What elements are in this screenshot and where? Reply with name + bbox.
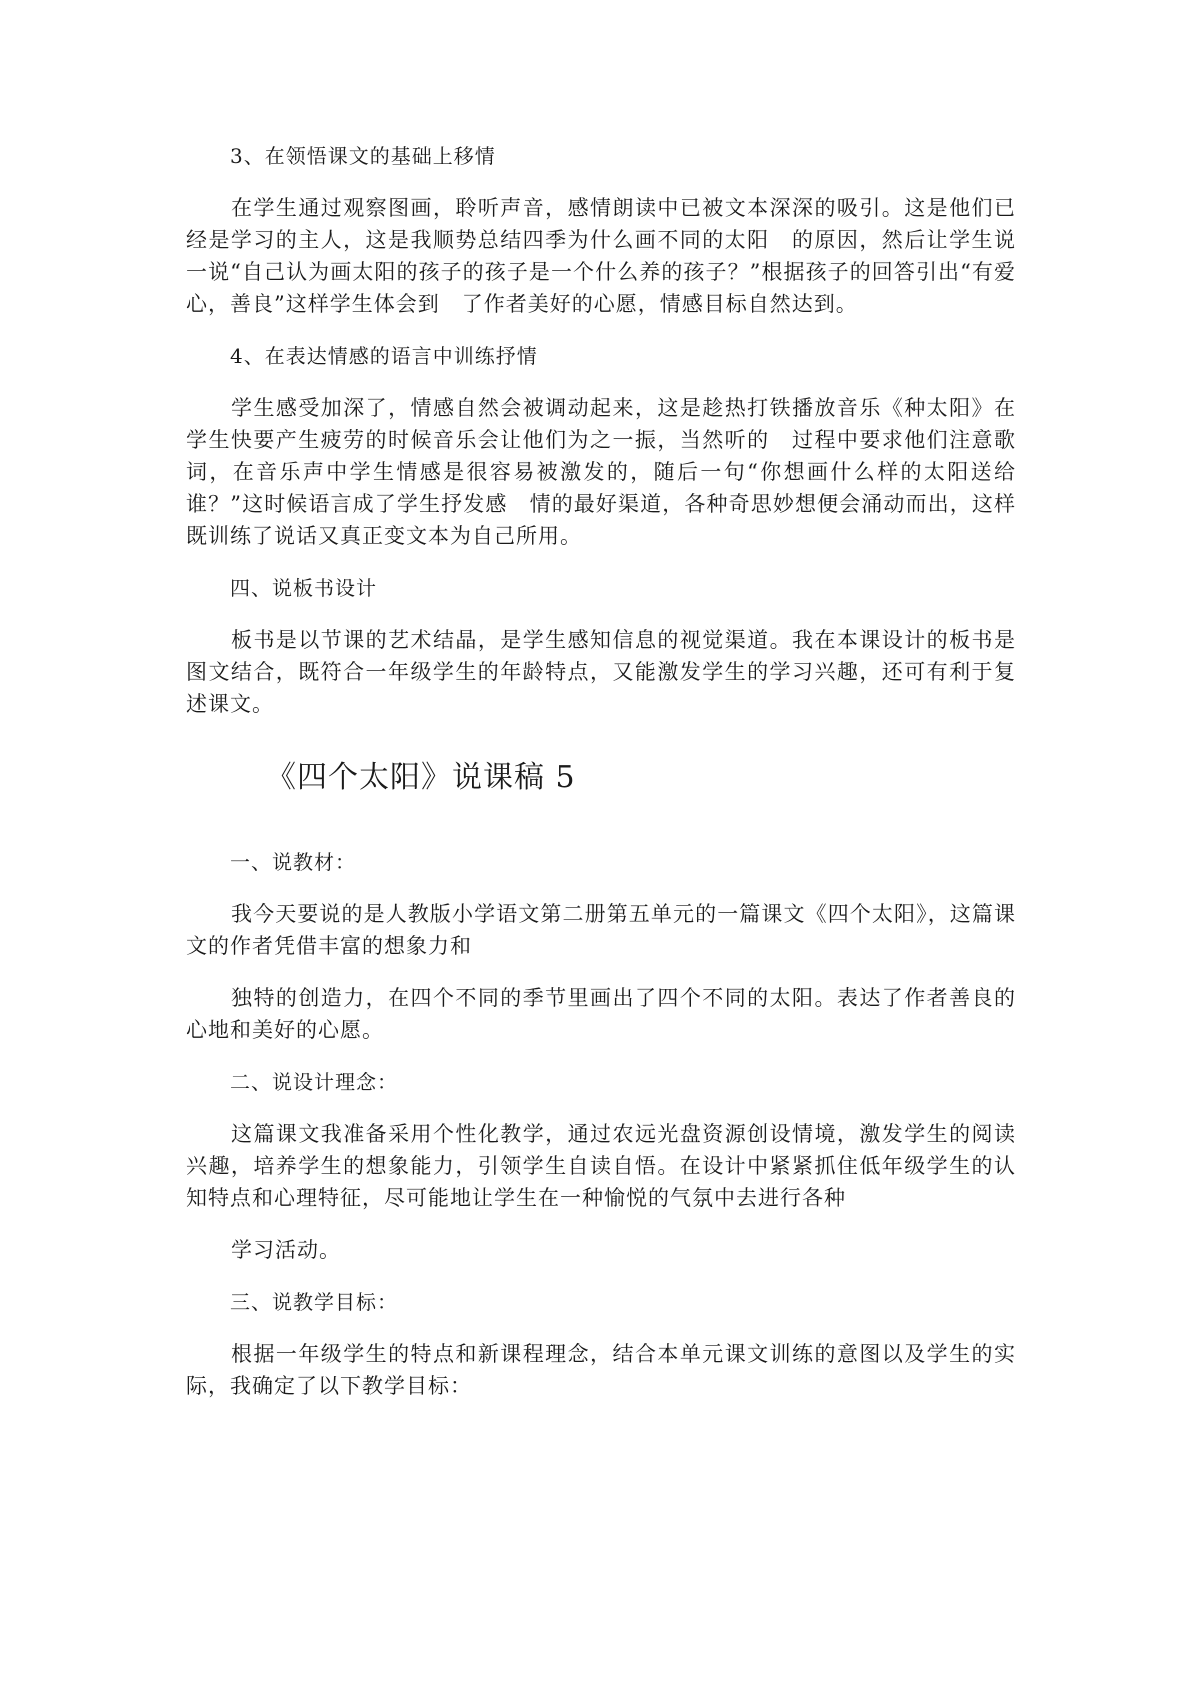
paragraph: 这篇课文我准备采用个性化教学，通过农远光盘资源创设情境，激发学生的阅读兴趣，培养学生的想象能力，引领学生自读自悟。在设计中紧紧抓住低年级学生的认知特点和心理特征，尽可能地让学生在一种愉悦的气氛中去进行各种 (186, 1122, 1016, 1210)
document-title: 《四个太阳》说课稿 5 (266, 760, 576, 795)
paragraph: 独特的创造力，在四个不同的季节里画出了四个不同的太阳。表达了作者善良的心地和美好的心愿。 (186, 986, 1016, 1042)
paragraph: 我今天要说的是人教版小学语文第二册第五单元的一篇课文《四个太阳》，这篇课文的作者凭借丰富的想象力和 (186, 902, 1016, 958)
paragraph: 学习活动。 (231, 1238, 341, 1262)
section-heading-3: 3、在领悟课文的基础上移情 (230, 144, 496, 168)
document-page (186, 140, 1016, 1422)
section-heading-goals: 三、说教学目标： (230, 1290, 398, 1314)
paragraph: 在学生通过观察图画，聆听声音，感情朗读中已被文本深深的吸引。这是他们已经是学习的主人，这是我顺势总结四季为什么画不同的太阳 的原因，然后让学生说一说“自己认为画太阳的孩子的孩子是一个什么养的孩子？”根据孩子的回答引出“有爱心，善良”这样学生体会到 了作者美好的心愿，情感目标自然达到。 (186, 196, 1016, 316)
section-heading-4: 4、在表达情感的语言中训练抒情 (230, 344, 538, 368)
paragraph: 根据一年级学生的特点和新课程理念，结合本单元课文训练的意图以及学生的实际，我确定了以下教学目标： (186, 1342, 1016, 1398)
section-heading-concept: 二、说设计理念： (230, 1070, 398, 1094)
section-heading-board: 四、说板书设计 (230, 576, 377, 600)
section-heading-material: 一、说教材： (230, 850, 356, 874)
paragraph: 板书是以节课的艺术结晶，是学生感知信息的视觉渠道。我在本课设计的板书是图文结合，既符合一年级学生的年龄特点，又能激发学生的学习兴趣，还可有利于复述课文。 (186, 628, 1016, 716)
paragraph: 学生感受加深了，情感自然会被调动起来，这是趁热打铁播放音乐《种太阳》在学生快要产生疲劳的时候音乐会让他们为之一振，当然听的 过程中要求他们注意歌词，在音乐声中学生情感是很容易被激发的，随后一句“你想画什么样的太阳送给谁？”这时候语言成了学生抒发感 情的最好渠道，各种奇思妙想便会涌动而出，这样既训练了说话又真正变文本为自己所用。 (186, 396, 1016, 548)
